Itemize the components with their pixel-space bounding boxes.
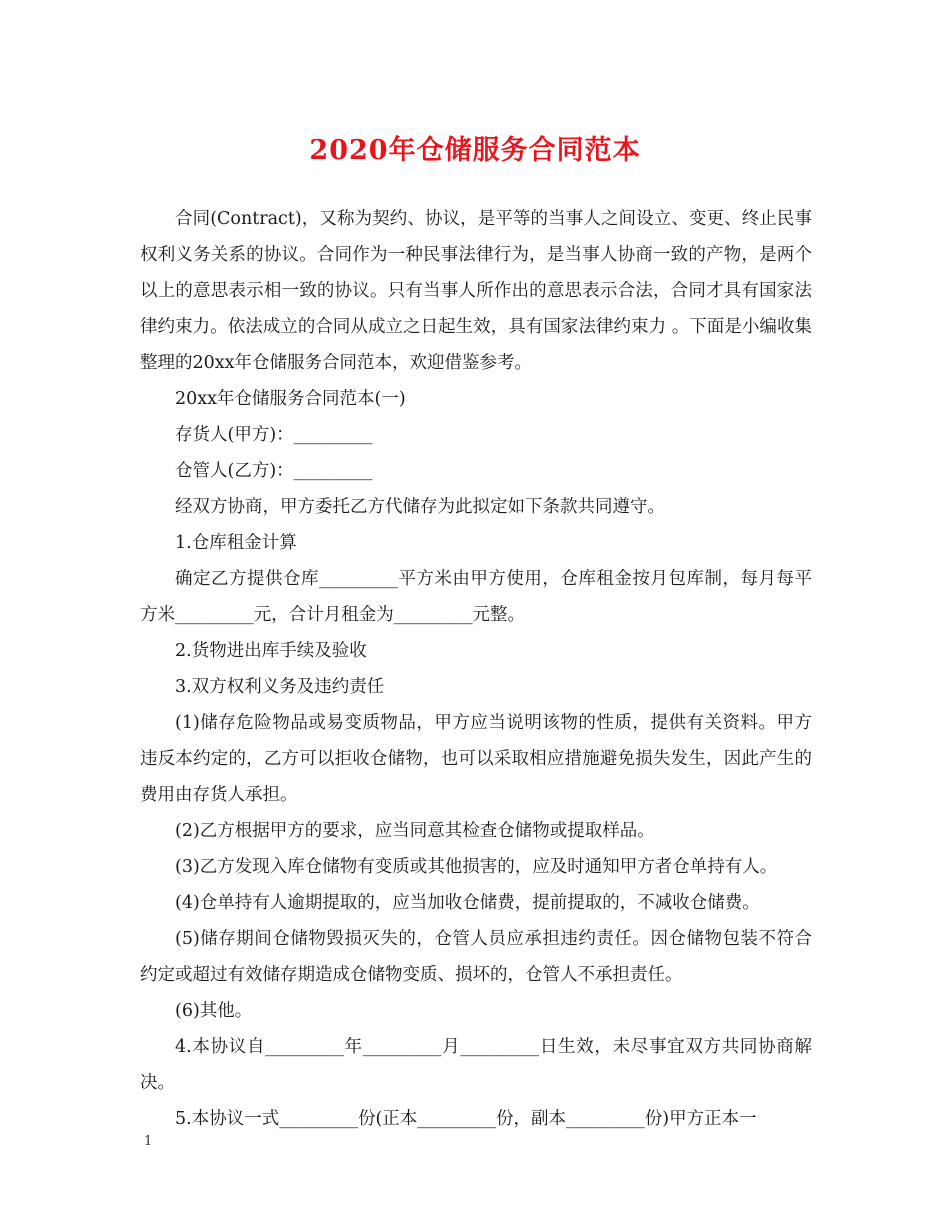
clause-item-4: (4)仓单持有人逾期提取的，应当加收仓储费，提前提取的，不减收仓储费。: [175, 893, 760, 913]
agreement-preamble: 经双方协商，甲方委托乙方代储存为此拟定如下条款共同遵守。: [175, 497, 665, 517]
section-heading-rights-obligations: 3.双方权利义务及违约责任: [175, 677, 385, 697]
clause-item-1: (1)储存危险物品或易变质物品，甲方应当说明该物的性质，提供有关资料。甲方违反本约定的，乙方可以拒收仓储物，也可以采取相应措施避免损失发生，因此产生的费用由存货人承担。: [140, 713, 812, 805]
section-heading-inbound-outbound: 2.货物进出库手续及验收: [175, 641, 367, 661]
contract-subtitle: 20xx年仓储服务合同范本(一): [175, 389, 406, 409]
clause-item-5: (5)储存期间仓储物毁损灭失的，仓管人员应承担违约责任。因仓储物包装不符合约定或超过有效储存期造成仓储物变质、损坏的，仓管人不承担责任。: [140, 929, 812, 985]
warehouse-keeper-party-line: 仓管人(乙方)：_________: [175, 461, 373, 481]
document-body: [140, 201, 812, 1137]
intro-paragraph: 合同(Contract)，又称为契约、协议，是平等的当事人之间设立、变更、终止民事权利义务关系的协议。合同作为一种民事法律行为，是当事人协商一致的产物，是两个以上的意思表示相一致的协议。只有当事人所作出的意思表示合法，合同才具有国家法律约束力。依法成立的合同从成立之日起生效，具有国家法律约束力 。下面是小编收集整理的20xx年仓储服务合同范本，欢迎借鉴参考。: [140, 209, 812, 373]
copies-clause: 5.本协议一式_________份(正本_________份，副本_________份)甲方正本一: [175, 1109, 757, 1129]
page-number: 1: [144, 1134, 153, 1149]
clause-item-3: (3)乙方发现入库仓储物有变质或其他损害的，应及时通知甲方者仓单持有人。: [175, 857, 778, 877]
rent-clause: 确定乙方提供仓库_________平方米由甲方使用，仓库租金按月包库制，每月每平方米_________元，合计月租金为_________元整。: [140, 569, 812, 625]
effective-date-clause: 4.本协议自_________年_________月_________日生效，未尽事宜双方共同协商解决。: [140, 1037, 812, 1093]
section-heading-rent: 1.仓库租金计算: [175, 533, 297, 553]
clause-item-2: (2)乙方根据甲方的要求，应当同意其检查仓储物或提取样品。: [175, 821, 655, 841]
document-title: 2020年仓储服务合同范本: [309, 135, 641, 166]
depositor-party-line: 存货人(甲方)：_________: [175, 425, 373, 445]
clause-item-6: (6)其他。: [175, 1001, 253, 1021]
